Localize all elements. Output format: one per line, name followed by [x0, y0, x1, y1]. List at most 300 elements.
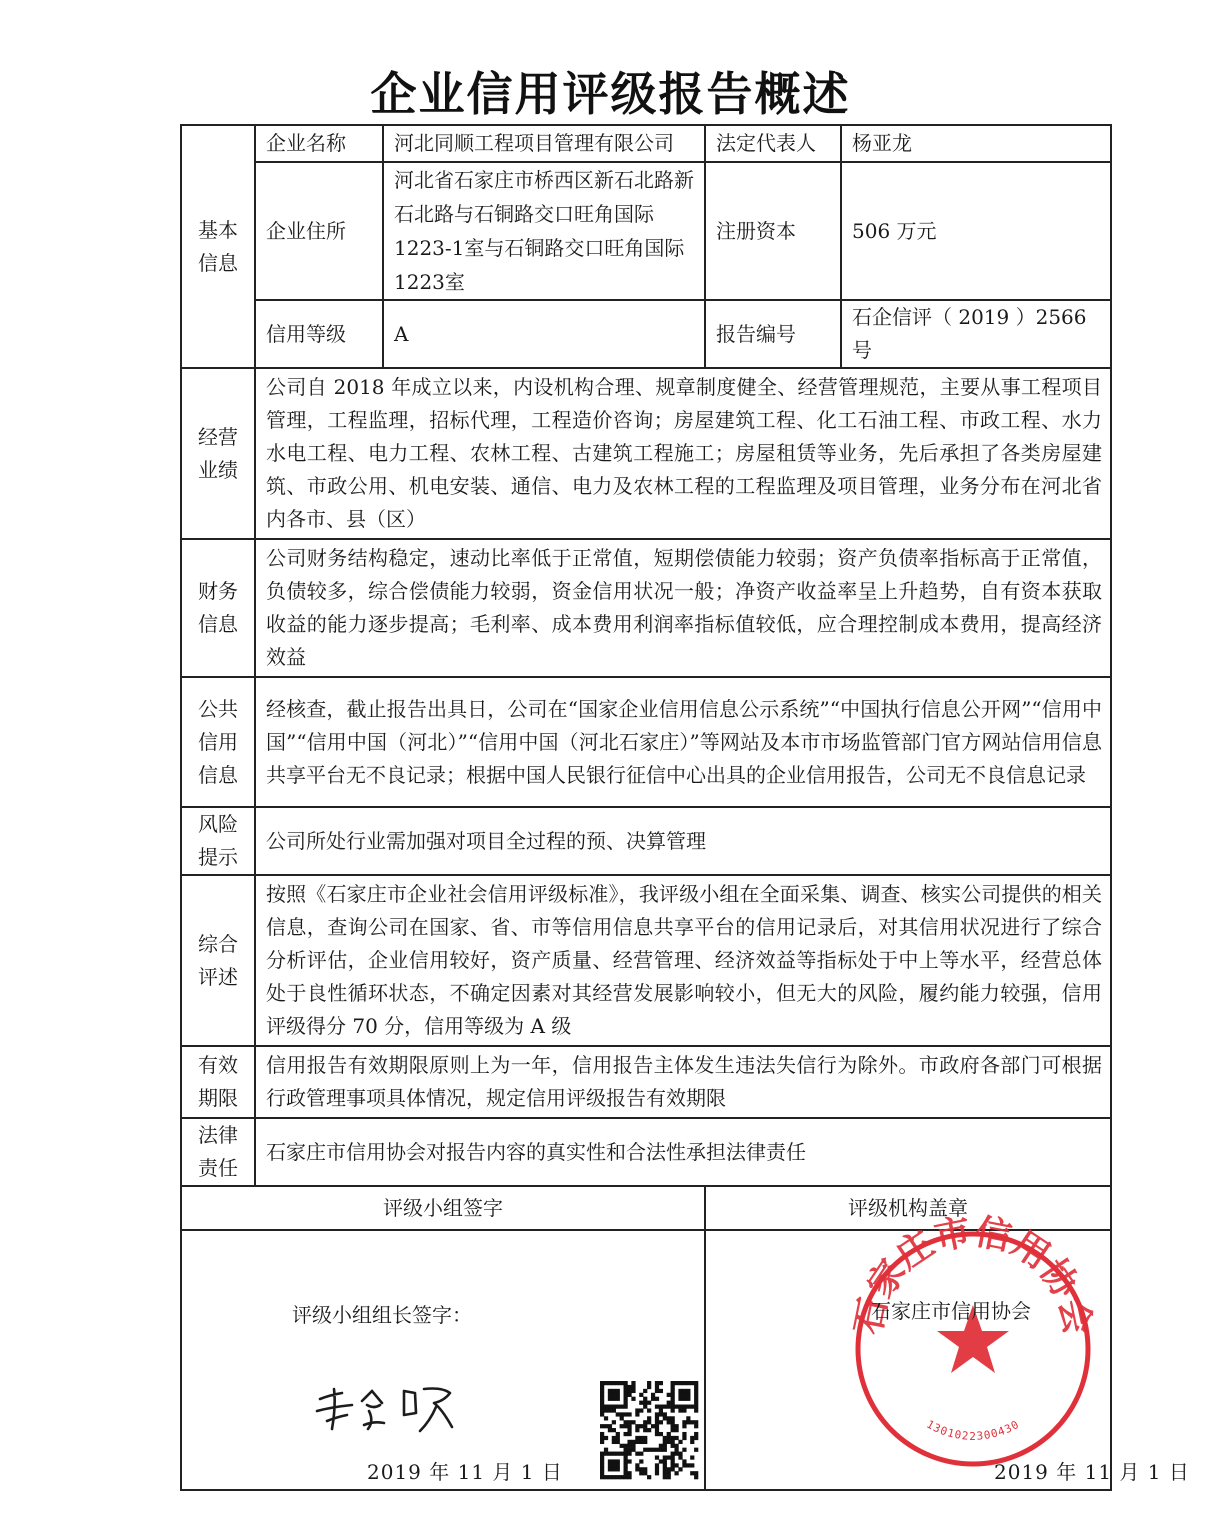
qr-module: [612, 1405, 616, 1409]
qr-module: [604, 1381, 608, 1385]
qr-module: [667, 1393, 671, 1397]
org-name: 石家庄市信用协会: [871, 1299, 1031, 1323]
qr-module: [616, 1440, 620, 1444]
qr-module: [608, 1389, 612, 1393]
red-seal-stamp: [847, 1211, 1099, 1471]
qr-module: [671, 1452, 675, 1456]
qr-module: [620, 1452, 624, 1456]
qr-module: [682, 1405, 686, 1409]
qr-module: [647, 1428, 651, 1432]
qr-module: [608, 1397, 612, 1401]
qr-module: [651, 1393, 655, 1397]
qr-module: [612, 1436, 616, 1440]
qr-module: [639, 1424, 643, 1428]
qr-module: [694, 1385, 698, 1389]
summary-text: 按照《石家庄市企业社会信用评级标准》，我评级小组在全面采集、调查、核实公司提供的相关信息，查询公司在国家、省、市等信用信息共享平台的信用记录后，对其信用状况进行了综合分析评估，企业信用较好，资产质量、经营管理、经济效益等指标处于中上等水平，经营总体处于良性循环状态，不确定因素对其经营发展影响较小，但无大的风险，履约能力较强，信用评级得分 70 分，信用等级为 A 级: [255, 875, 1111, 1046]
qr-module: [600, 1412, 604, 1416]
group-sign-header: 评级小组签字: [181, 1186, 705, 1230]
qr-module: [659, 1432, 663, 1436]
qr-module: [600, 1432, 604, 1436]
qr-module: [690, 1420, 694, 1424]
qr-module: [678, 1455, 682, 1459]
qr-module: [643, 1424, 647, 1428]
qr-module: [655, 1463, 659, 1467]
qr-module: [671, 1416, 675, 1420]
qr-module: [671, 1463, 675, 1467]
legal-rep-value: 杨亚龙: [841, 125, 1111, 162]
qr-module: [694, 1448, 698, 1452]
qr-module: [608, 1408, 612, 1412]
qr-module: [674, 1448, 678, 1452]
qr-module: [663, 1475, 667, 1479]
qr-module: [616, 1463, 620, 1467]
qr-module: [671, 1459, 675, 1463]
row-public-credit: [181, 677, 1111, 807]
qr-module: [627, 1459, 631, 1463]
qr-module: [671, 1424, 675, 1428]
qr-module: [663, 1459, 667, 1463]
qr-module: [600, 1440, 604, 1444]
qr-module: [600, 1385, 604, 1389]
qr-module: [682, 1463, 686, 1467]
qr-module: [682, 1381, 686, 1385]
qr-module: [671, 1389, 675, 1393]
qr-module: [627, 1452, 631, 1456]
qr-module: [635, 1467, 639, 1471]
qr-module: [682, 1420, 686, 1424]
qr-module: [667, 1401, 671, 1405]
qr-module: [631, 1440, 635, 1444]
qr-module: [655, 1455, 659, 1459]
qr-module: [616, 1475, 620, 1479]
qr-module: [686, 1463, 690, 1467]
qr-module: [659, 1444, 663, 1448]
qr-module: [671, 1436, 675, 1440]
qr-module: [624, 1381, 628, 1385]
qr-module: [643, 1420, 647, 1424]
qr-module: [624, 1459, 628, 1463]
qr-module: [671, 1467, 675, 1471]
report-no-label: 报告编号: [705, 300, 841, 368]
qr-module: [674, 1471, 678, 1475]
legal-rep-label: 法定代表人: [705, 125, 841, 162]
qr-module: [663, 1444, 667, 1448]
qr-module: [631, 1444, 635, 1448]
qr-module: [655, 1448, 659, 1452]
qr-module: [659, 1459, 663, 1463]
section-validity: 有效 期限: [181, 1046, 255, 1118]
qr-module: [604, 1408, 608, 1412]
qr-module: [694, 1475, 698, 1479]
qr-module: [608, 1381, 612, 1385]
qr-module: [635, 1428, 639, 1432]
qr-module: [639, 1401, 643, 1405]
qr-module: [690, 1463, 694, 1467]
qr-module: [663, 1412, 667, 1416]
qr-module: [600, 1467, 604, 1471]
qr-module: [655, 1424, 659, 1428]
qr-module: [678, 1389, 682, 1393]
qr-module: [643, 1440, 647, 1444]
qr-module: [612, 1397, 616, 1401]
qr-module: [682, 1408, 686, 1412]
section-public-credit: 公共 信用 信息: [181, 677, 255, 807]
qr-module: [620, 1424, 624, 1428]
qr-module: [678, 1452, 682, 1456]
qr-module: [647, 1385, 651, 1389]
address-label: 企业住所: [255, 162, 383, 300]
qr-module: [667, 1475, 671, 1479]
qr-module: [631, 1385, 635, 1389]
qr-module: [635, 1452, 639, 1456]
qr-module: [659, 1420, 663, 1424]
qr-module: [671, 1393, 675, 1397]
qr-module: [659, 1389, 663, 1393]
qr-module: [631, 1381, 635, 1385]
qr-module: [678, 1467, 682, 1471]
qr-module: [635, 1440, 639, 1444]
qr-module: [682, 1436, 686, 1440]
qr-module: [667, 1471, 671, 1475]
qr-module: [600, 1424, 604, 1428]
qr-module: [690, 1405, 694, 1409]
qr-module: [600, 1455, 604, 1459]
qr-module: [612, 1467, 616, 1471]
qr-module: [682, 1459, 686, 1463]
qr-module: [682, 1389, 686, 1393]
row-address: [181, 162, 1111, 300]
leader-sign-label: 评级小组组长签字：: [292, 1303, 472, 1327]
qr-module: [624, 1432, 628, 1436]
svg-text:石家庄市信用协会: 石家庄市信用协会: [847, 1211, 1099, 1338]
row-finance: [181, 539, 1111, 677]
report-table: [180, 124, 1190, 1491]
qr-module: [694, 1405, 698, 1409]
qr-module: [616, 1393, 620, 1397]
qr-module: [651, 1424, 655, 1428]
qr-module: [686, 1420, 690, 1424]
qr-module: [643, 1436, 647, 1440]
svg-text:1301022300430: 1301022300430: [924, 1417, 1022, 1443]
qr-module: [690, 1440, 694, 1444]
qr-module: [612, 1420, 616, 1424]
qr-module: [647, 1420, 651, 1424]
qr-module: [655, 1389, 659, 1393]
qr-module: [678, 1393, 682, 1397]
qr-module: [627, 1412, 631, 1416]
qr-module: [631, 1389, 635, 1393]
qr-module: [627, 1420, 631, 1424]
qr-module: [616, 1397, 620, 1401]
qr-module: [624, 1401, 628, 1405]
qr-module: [616, 1452, 620, 1456]
qr-module: [647, 1475, 651, 1479]
qr-module: [686, 1416, 690, 1420]
qr-module: [624, 1397, 628, 1401]
qr-module: [624, 1424, 628, 1428]
qr-module: [671, 1381, 675, 1385]
qr-module: [659, 1412, 663, 1416]
section-finance: 财务 信息: [181, 539, 255, 677]
qr-module: [620, 1412, 624, 1416]
qr-module: [627, 1432, 631, 1436]
qr-module: [694, 1436, 698, 1440]
qr-module: [616, 1436, 620, 1440]
qr-module: [647, 1408, 651, 1412]
qr-module: [635, 1463, 639, 1467]
qr-module: [647, 1448, 651, 1452]
org-seal-header: 评级机构盖章: [705, 1186, 1111, 1230]
qr-module: [686, 1405, 690, 1409]
address-value: 河北省石家庄市桥西区新石北路新石北路与石铜路交口旺角国际1223-1室与石铜路交口旺角国际1223室: [383, 162, 705, 300]
qr-module: [643, 1467, 647, 1471]
qr-module: [643, 1428, 647, 1432]
qr-module: [600, 1471, 604, 1475]
qr-module: [639, 1452, 643, 1456]
qr-module: [686, 1397, 690, 1401]
qr-module: [678, 1440, 682, 1444]
qr-module: [627, 1448, 631, 1452]
seal-date: 2019 年 11 月 1 日: [994, 1460, 1190, 1484]
qr-module: [627, 1444, 631, 1448]
qr-module: [616, 1459, 620, 1463]
qr-module: [627, 1424, 631, 1428]
qr-module: [620, 1475, 624, 1479]
qr-module: [627, 1385, 631, 1389]
qr-code: [600, 1381, 698, 1479]
qr-module: [655, 1397, 659, 1401]
qr-module: [694, 1471, 698, 1475]
qr-module: [671, 1420, 675, 1424]
qr-module: [643, 1471, 647, 1475]
qr-module: [686, 1381, 690, 1385]
section-summary: 综合 评述: [181, 875, 255, 1046]
row-signature-body: [181, 1230, 1111, 1490]
qr-module: [671, 1405, 675, 1409]
qr-module: [612, 1452, 616, 1456]
qr-module: [635, 1424, 639, 1428]
qr-module: [627, 1440, 631, 1444]
qr-module: [631, 1397, 635, 1401]
sign-date: 2019 年 11 月 1 日: [367, 1460, 563, 1484]
qr-module: [608, 1393, 612, 1397]
qr-module: [663, 1405, 667, 1409]
qr-module: [686, 1389, 690, 1393]
row-summary: [181, 875, 1111, 1046]
qr-module: [667, 1455, 671, 1459]
report-no-value: 石企信评（ 2019 ）2566 号: [841, 300, 1111, 368]
qr-module: [600, 1401, 604, 1405]
qr-module: [663, 1440, 667, 1444]
qr-module: [671, 1408, 675, 1412]
section-risk: 风险 提示: [181, 807, 255, 875]
qr-module: [663, 1467, 667, 1471]
qr-module: [659, 1448, 663, 1452]
qr-module: [620, 1444, 624, 1448]
qr-module: [600, 1436, 604, 1440]
qr-module: [604, 1416, 608, 1420]
qr-module: [647, 1416, 651, 1420]
qr-module: [624, 1420, 628, 1424]
qr-module: [600, 1408, 604, 1412]
qr-module: [655, 1405, 659, 1409]
qr-module: [624, 1412, 628, 1416]
row-performance: [181, 368, 1111, 539]
qr-module: [655, 1432, 659, 1436]
group-sign-cell: [181, 1230, 705, 1490]
qr-module: [608, 1463, 612, 1467]
qr-module: [655, 1420, 659, 1424]
validity-text: 信用报告有效期限原则上为一年，信用报告主体发生违法失信行为除外。市政府各部门可根据行政管理事项具体情况，规定信用评级报告有效期限: [255, 1046, 1111, 1118]
qr-module: [631, 1448, 635, 1452]
qr-module: [674, 1452, 678, 1456]
qr-module: [671, 1397, 675, 1401]
qr-module: [600, 1381, 604, 1385]
qr-module: [639, 1436, 643, 1440]
qr-module: [674, 1428, 678, 1432]
qr-module: [639, 1471, 643, 1475]
qr-module: [616, 1389, 620, 1393]
qr-module: [667, 1405, 671, 1409]
qr-module: [612, 1393, 616, 1397]
row-company-name: [181, 125, 1111, 162]
qr-module: [678, 1405, 682, 1409]
qr-module: [682, 1448, 686, 1452]
qr-module: [671, 1428, 675, 1432]
qr-module: [694, 1389, 698, 1393]
qr-module: [635, 1412, 639, 1416]
qr-module: [674, 1436, 678, 1440]
qr-module: [667, 1416, 671, 1420]
qr-module: [612, 1475, 616, 1479]
qr-module: [627, 1475, 631, 1479]
qr-module: [678, 1408, 682, 1412]
qr-module: [671, 1385, 675, 1389]
qr-module: [694, 1381, 698, 1385]
qr-module: [667, 1436, 671, 1440]
qr-module: [643, 1389, 647, 1393]
risk-text: 公司所处行业需加强对项目全过程的预、决算管理: [255, 807, 1111, 875]
qr-module: [612, 1463, 616, 1467]
qr-module: [655, 1416, 659, 1420]
qr-module: [600, 1475, 604, 1479]
qr-module: [674, 1381, 678, 1385]
qr-module: [651, 1448, 655, 1452]
qr-module: [627, 1428, 631, 1432]
org-seal-cell: [705, 1211, 1190, 1490]
qr-module: [608, 1467, 612, 1471]
qr-module: [608, 1452, 612, 1456]
finance-text: 公司财务结构稳定，速动比率低于正常值，短期偿债能力较弱；资产负债率指标高于正常值，负债较多，综合偿债能力较弱，资金信用状况一般；净资产收益率呈上升趋势，自有资本获取收益的能力逐步提高；毛利率、成本费用利润率指标值较低，应合理控制成本费用，提高经济效益: [255, 539, 1111, 677]
qr-module: [682, 1393, 686, 1397]
qr-module: [612, 1408, 616, 1412]
qr-module: [627, 1471, 631, 1475]
qr-module: [639, 1459, 643, 1463]
qr-module: [682, 1432, 686, 1436]
section-performance: 经营 业绩: [181, 368, 255, 539]
qr-module: [608, 1459, 612, 1463]
qr-module: [635, 1436, 639, 1440]
qr-module: [686, 1393, 690, 1397]
document-title: 企业信用评级报告概述: [370, 67, 851, 121]
qr-module: [616, 1381, 620, 1385]
qr-module: [667, 1440, 671, 1444]
qr-module: [671, 1455, 675, 1459]
rating-label: 信用等级: [255, 300, 383, 368]
qr-module: [659, 1381, 663, 1385]
qr-module: [639, 1408, 643, 1412]
qr-module: [604, 1405, 608, 1409]
company-name-label: 企业名称: [255, 125, 383, 162]
qr-module: [643, 1397, 647, 1401]
qr-module: [674, 1444, 678, 1448]
qr-module: [616, 1432, 620, 1436]
qr-module: [616, 1467, 620, 1471]
qr-module: [600, 1393, 604, 1397]
qr-module: [624, 1471, 628, 1475]
company-name-value: 河北同顺工程项目管理有限公司: [383, 125, 705, 162]
qr-module: [604, 1448, 608, 1452]
qr-module: [674, 1463, 678, 1467]
qr-module: [600, 1463, 604, 1467]
qr-module: [655, 1471, 659, 1475]
qr-module: [674, 1405, 678, 1409]
qr-module: [694, 1393, 698, 1397]
qr-module: [639, 1440, 643, 1444]
section-basic-info: 基本 信息: [181, 125, 255, 368]
qr-module: [663, 1471, 667, 1475]
qr-module: [663, 1416, 667, 1420]
qr-module: [655, 1467, 659, 1471]
qr-module: [694, 1397, 698, 1401]
qr-module: [655, 1381, 659, 1385]
qr-module: [643, 1448, 647, 1452]
qr-module: [647, 1401, 651, 1405]
qr-module: [639, 1467, 643, 1471]
qr-module: [624, 1452, 628, 1456]
qr-module: [616, 1405, 620, 1409]
qr-module: [612, 1459, 616, 1463]
row-validity: [181, 1046, 1111, 1118]
qr-module: [671, 1401, 675, 1405]
qr-module: [682, 1424, 686, 1428]
qr-module: [620, 1416, 624, 1420]
handwritten-signature: [312, 1381, 472, 1441]
row-risk: [181, 807, 1111, 875]
qr-module: [690, 1436, 694, 1440]
qr-module: [604, 1452, 608, 1456]
qr-module: [690, 1455, 694, 1459]
qr-module: [663, 1448, 667, 1452]
qr-module: [682, 1397, 686, 1401]
qr-module: [624, 1448, 628, 1452]
qr-module: [600, 1397, 604, 1401]
qr-module: [651, 1397, 655, 1401]
row-legal: [181, 1118, 1111, 1186]
rating-value: A: [383, 300, 705, 368]
qr-module: [667, 1420, 671, 1424]
qr-module: [655, 1385, 659, 1389]
qr-module: [659, 1405, 663, 1409]
qr-module: [604, 1475, 608, 1479]
qr-module: [620, 1405, 624, 1409]
qr-module: [624, 1463, 628, 1467]
qr-module: [627, 1389, 631, 1393]
qr-module: [616, 1412, 620, 1416]
qr-module: [624, 1444, 628, 1448]
qr-module: [694, 1401, 698, 1405]
qr-module: [600, 1389, 604, 1393]
